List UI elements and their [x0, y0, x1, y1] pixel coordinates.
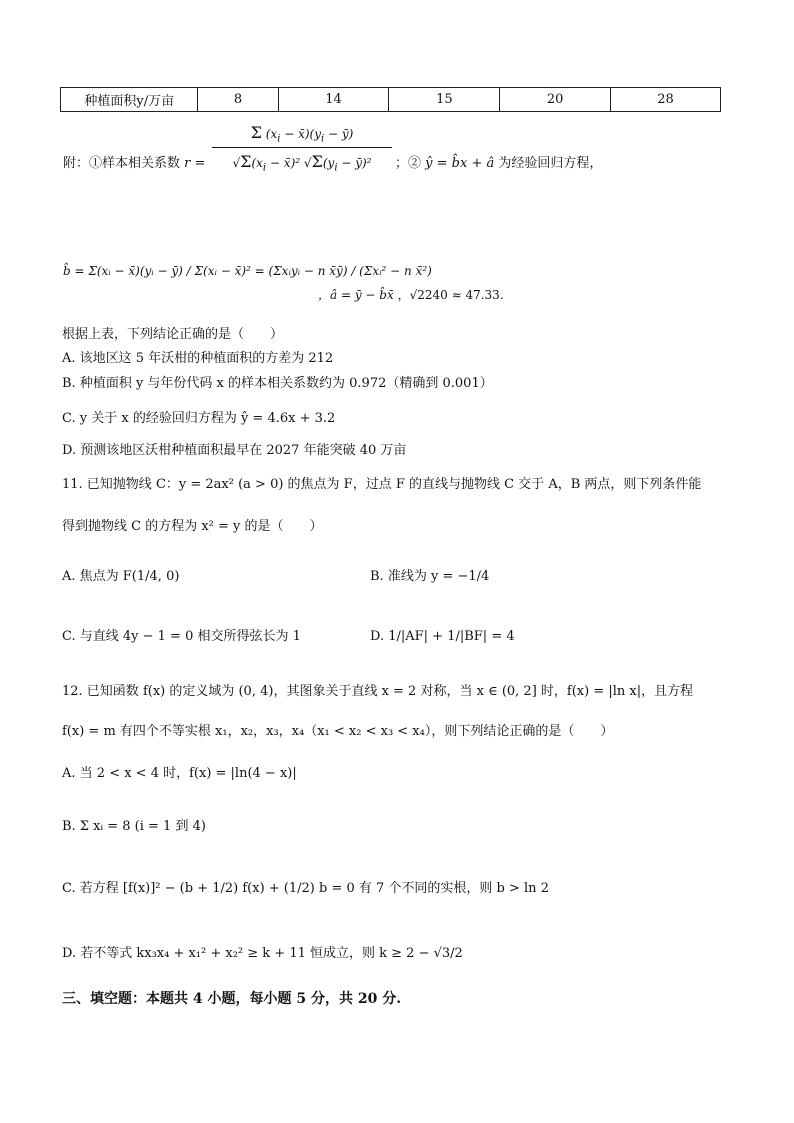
data-table — [60, 87, 721, 112]
appendix-label: 附：①样本相关系数 — [63, 156, 181, 171]
table-header-cell: 种植面积y/万亩 — [61, 88, 198, 112]
q10-option-b: B. 种植面积 y 与年份代码 x 的样本相关系数约为 0.972（精确到 0.001） — [62, 376, 493, 391]
appendix-line-1b — [395, 155, 602, 173]
q10-option-c: C. y 关于 x 的经验回归方程为 ŷ = 4.6x + 3.2 — [62, 411, 336, 426]
appendix-line-1 — [63, 155, 205, 173]
q11-option-a: A. 焦点为 F(1/4, 0) — [62, 569, 180, 584]
q12-stem-2: f(x) = m 有四个不等实根 x₁，x₂，x₃，x₄（x₁ < x₂ < x₃ < x₄），则下列结论正确的是（ ） — [62, 724, 614, 739]
q10-stem: 根据上表，下列结论正确的是（ ） — [62, 327, 284, 342]
table-cell: 15 — [389, 88, 500, 112]
table-cell: 20 — [500, 88, 611, 112]
q10-option-d: D. 预测该地区沃柑种植面积最早在 2027 年能突破 40 万亩 — [62, 443, 407, 458]
q12-stem-1: 12. 已知函数 f(x) 的定义域为 (0, 4)，其图象关于直线 x = 2 对称，当 x ∈ (0, 2] 时，f(x) = |ln x|，且方程 — [62, 684, 694, 699]
b-hat-formula: b̂ = Σ(xᵢ − x̄)(yᵢ − ȳ) / Σ(xᵢ − x̄)² = (Σxᵢyᵢ − n x̄ȳ) / (Σxᵢ² − n x̄²) — [63, 264, 432, 278]
q12-option-d: D. 若不等式 kx₃x₄ + x₁² + x₂² ≥ k + 11 恒成立，则 k ≥ 2 − √3/2 — [62, 946, 463, 961]
q12-option-a: A. 当 2 < x < 4 时，f(x) = |ln(4 − x)| — [62, 766, 297, 781]
q11-stem-2: 得到抛物线 C 的方程为 x² = y 的是（ ） — [62, 519, 323, 534]
sqrt-approx: ，√2240 ≈ 47.33. — [397, 288, 504, 302]
q12-option-c: C. 若方程 [f(x)]² − (b + 1/2) f(x) + (1/2) b = 0 有 7 个不同的实根，则 b > ln 2 — [62, 881, 549, 896]
q10-option-a: A. 该地区这 5 年沃柑的种植面积的方差为 212 — [62, 351, 334, 366]
appendix-reg-tail: 为经验回归方程， — [498, 156, 603, 171]
q11-option-c: C. 与直线 4y − 1 = 0 相交所得弦长为 1 — [62, 629, 301, 644]
appendix-line-2 — [63, 262, 432, 280]
table-cell: 14 — [278, 88, 389, 112]
r-symbol: r = — [184, 156, 206, 171]
q12-option-b: B. Σ xᵢ = 8 (i = 1 到 4) — [62, 819, 206, 834]
appendix-line-2b — [318, 286, 504, 304]
correlation-formula: Σ ($x_i$ − $x̄)(y_i$ − ȳ) $√\Sigma(x_i$ − x̄)² $√\Sigma(y_i$ − ȳ)² — [212, 123, 392, 174]
appendix-sep: ；② — [395, 156, 422, 171]
table-row — [61, 88, 721, 112]
section-3-heading: 三、填空题：本题共 4 小题，每小题 5 分，共 20 分. — [62, 991, 402, 1007]
q11-stem-1: 11. 已知抛物线 C：y = 2ax² (a > 0) 的焦点为 F，过点 F 的直线与抛物线 C 交于 A，B 两点，则下列条件能 — [62, 477, 702, 492]
a-hat-formula: ，â = ȳ − b̂x̄ — [318, 288, 394, 302]
q11-option-b: B. 准线为 y = −1/4 — [370, 569, 490, 584]
regression-equation: ŷ = b̂x + â — [425, 156, 495, 171]
table-cell: 28 — [611, 88, 721, 112]
table-cell: 8 — [198, 88, 278, 112]
q11-option-d: D. 1/|AF| + 1/|BF| = 4 — [370, 629, 515, 644]
